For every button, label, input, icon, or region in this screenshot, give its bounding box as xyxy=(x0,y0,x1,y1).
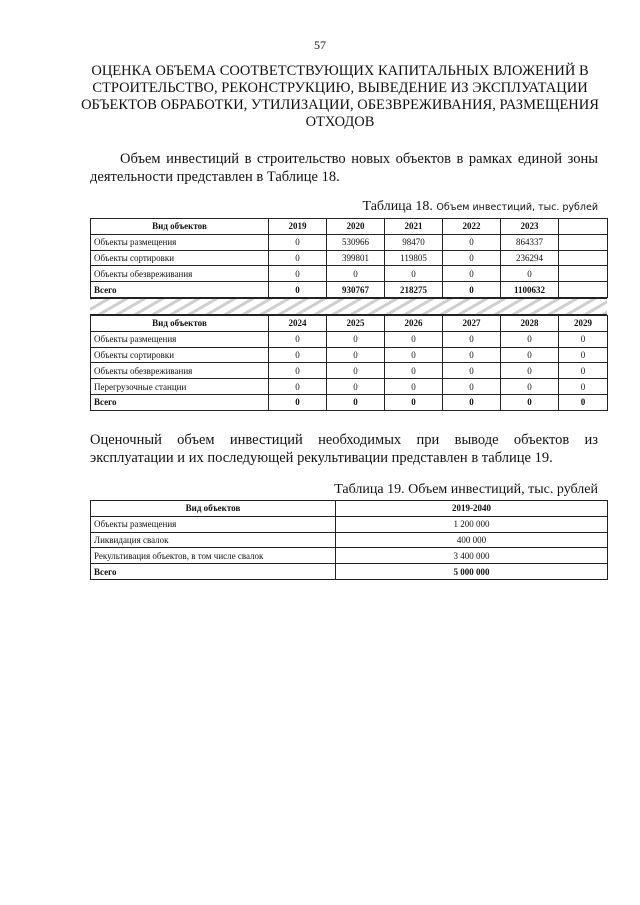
table-row xyxy=(91,331,608,347)
value-cell xyxy=(559,219,608,235)
value-cell: 0 xyxy=(327,394,385,410)
value-cell: 930767 xyxy=(327,282,385,298)
value-cell: 0 xyxy=(269,363,327,379)
row-label-cell: Всего xyxy=(91,394,269,410)
row-label-cell: Перегрузочные станции xyxy=(91,379,269,395)
table19 xyxy=(90,500,608,580)
value-cell: 0 xyxy=(385,266,443,282)
value-cell: 0 xyxy=(269,282,327,298)
value-cell: 0 xyxy=(269,250,327,266)
value-cell: 0 xyxy=(269,379,327,395)
value-cell xyxy=(559,282,608,298)
row-label-cell: Объекты размещения xyxy=(91,516,336,532)
value-cell: 2021 xyxy=(385,219,443,235)
table-total-row xyxy=(91,564,608,580)
table-row xyxy=(91,363,608,379)
row-label-cell: Всего xyxy=(91,564,336,580)
row-label-cell: Объекты сортировки xyxy=(91,250,269,266)
value-cell: 0 xyxy=(385,363,443,379)
value-cell: 0 xyxy=(385,347,443,363)
value-cell: 0 xyxy=(443,394,501,410)
value-cell: 2024 xyxy=(269,316,327,332)
table-row xyxy=(91,250,608,266)
table19-caption: Таблица 19. Объем инвестиций, тыс. рублей xyxy=(334,482,598,497)
value-cell: 0 xyxy=(443,347,501,363)
value-cell: 0 xyxy=(269,234,327,250)
value-cell: 400 000 xyxy=(336,532,608,548)
value-cell: 3 400 000 xyxy=(336,548,608,564)
value-cell: 0 xyxy=(443,266,501,282)
value-cell: 0 xyxy=(501,347,559,363)
value-cell: 0 xyxy=(385,394,443,410)
table18-caption xyxy=(363,199,598,215)
table18-caption-sub: Объем инвестиций, тыс. рублей xyxy=(436,202,598,213)
table-header-row xyxy=(91,316,608,332)
row-label-cell: Вид объектов xyxy=(91,219,269,235)
value-cell: 0 xyxy=(443,234,501,250)
value-cell: 0 xyxy=(385,331,443,347)
table18-part2 xyxy=(90,315,608,411)
value-cell: 2027 xyxy=(443,316,501,332)
value-cell: 1 200 000 xyxy=(336,516,608,532)
table-row xyxy=(91,234,608,250)
table-total-row xyxy=(91,282,608,298)
value-cell: 218275 xyxy=(385,282,443,298)
value-cell: 236294 xyxy=(501,250,559,266)
value-cell: 2028 xyxy=(501,316,559,332)
value-cell: 0 xyxy=(443,250,501,266)
value-cell: 2020 xyxy=(327,219,385,235)
value-cell: 0 xyxy=(327,266,385,282)
value-cell: 0 xyxy=(501,379,559,395)
row-label-cell: Рекультивация объектов, в том числе свалок xyxy=(91,548,336,564)
row-label-cell: Всего xyxy=(91,282,269,298)
page-number: 57 xyxy=(314,38,326,52)
table-break-separator xyxy=(90,298,607,315)
value-cell: 0 xyxy=(327,379,385,395)
table-header-row xyxy=(91,501,608,517)
value-cell: 2023 xyxy=(501,219,559,235)
value-cell: 0 xyxy=(327,363,385,379)
value-cell xyxy=(559,250,608,266)
value-cell: 0 xyxy=(269,347,327,363)
value-cell: 0 xyxy=(443,282,501,298)
value-cell xyxy=(559,234,608,250)
value-cell: 2025 xyxy=(327,316,385,332)
row-label-cell: Объекты размещения xyxy=(91,234,269,250)
value-cell: 119805 xyxy=(385,250,443,266)
value-cell: 0 xyxy=(559,331,608,347)
value-cell: 0 xyxy=(559,394,608,410)
table-row xyxy=(91,532,608,548)
value-cell: 0 xyxy=(443,363,501,379)
table-row xyxy=(91,266,608,282)
value-cell: 0 xyxy=(501,331,559,347)
row-label-cell: Объекты размещения xyxy=(91,331,269,347)
value-cell: 0 xyxy=(559,379,608,395)
value-cell: 2019 xyxy=(269,219,327,235)
table-row xyxy=(91,548,608,564)
table-total-row xyxy=(91,394,608,410)
value-cell: 0 xyxy=(501,363,559,379)
value-cell: 0 xyxy=(269,394,327,410)
value-cell: 2019-2040 xyxy=(336,501,608,517)
row-label-cell: Объекты обезвреживания xyxy=(91,266,269,282)
table18-caption-main: Таблица 18. xyxy=(362,199,433,214)
value-cell: 0 xyxy=(559,363,608,379)
value-cell: 0 xyxy=(269,266,327,282)
value-cell: 2022 xyxy=(443,219,501,235)
table-row xyxy=(91,516,608,532)
row-label-cell: Объекты обезвреживания xyxy=(91,363,269,379)
value-cell: 0 xyxy=(559,347,608,363)
value-cell: 864337 xyxy=(501,234,559,250)
value-cell: 1100632 xyxy=(501,282,559,298)
section-heading: ОЦЕНКА ОБЪЕМА СООТВЕТСТВУЮЩИХ КАПИТАЛЬНЫХ ВЛОЖЕНИЙ В СТРОИТЕЛЬСТВО, РЕКОНСТРУКЦИЮ, ВЫВЕДЕНИЕ ИЗ ЭКСПЛУАТАЦИИ ОБЪЕКТОВ ОБРАБОТКИ, УТИЛИЗАЦИИ, ОБЕЗВРЕЖИВАНИЯ, РАЗМЕЩЕНИЯ ОТХОДОВ xyxy=(81,63,599,130)
row-label-cell: Объекты сортировки xyxy=(91,347,269,363)
value-cell: 0 xyxy=(269,331,327,347)
table18-part1 xyxy=(90,218,608,298)
paragraph-intro-table19: Оценочный объем инвестиций необходимых при выводе объектов из эксплуатации и их последующей рекультивации представлен в таблице 19. xyxy=(90,432,598,466)
row-label-cell: Вид объектов xyxy=(91,316,269,332)
value-cell: 98470 xyxy=(385,234,443,250)
value-cell: 399801 xyxy=(327,250,385,266)
table-row xyxy=(91,347,608,363)
value-cell: 0 xyxy=(327,347,385,363)
value-cell: 530966 xyxy=(327,234,385,250)
table-header-row xyxy=(91,219,608,235)
value-cell: 5 000 000 xyxy=(336,564,608,580)
value-cell: 0 xyxy=(385,379,443,395)
paragraph-intro-table18: Объем инвестиций в строительство новых объектов в рамках единой зоны деятельности представлен в Таблице 18. xyxy=(90,151,598,185)
value-cell: 2029 xyxy=(559,316,608,332)
value-cell: 0 xyxy=(327,331,385,347)
value-cell xyxy=(559,266,608,282)
row-label-cell: Ликвидация свалок xyxy=(91,532,336,548)
value-cell: 0 xyxy=(443,331,501,347)
value-cell: 2026 xyxy=(385,316,443,332)
table-row xyxy=(91,379,608,395)
value-cell: 0 xyxy=(443,379,501,395)
value-cell: 0 xyxy=(501,394,559,410)
row-label-cell: Вид объектов xyxy=(91,501,336,517)
value-cell: 0 xyxy=(501,266,559,282)
